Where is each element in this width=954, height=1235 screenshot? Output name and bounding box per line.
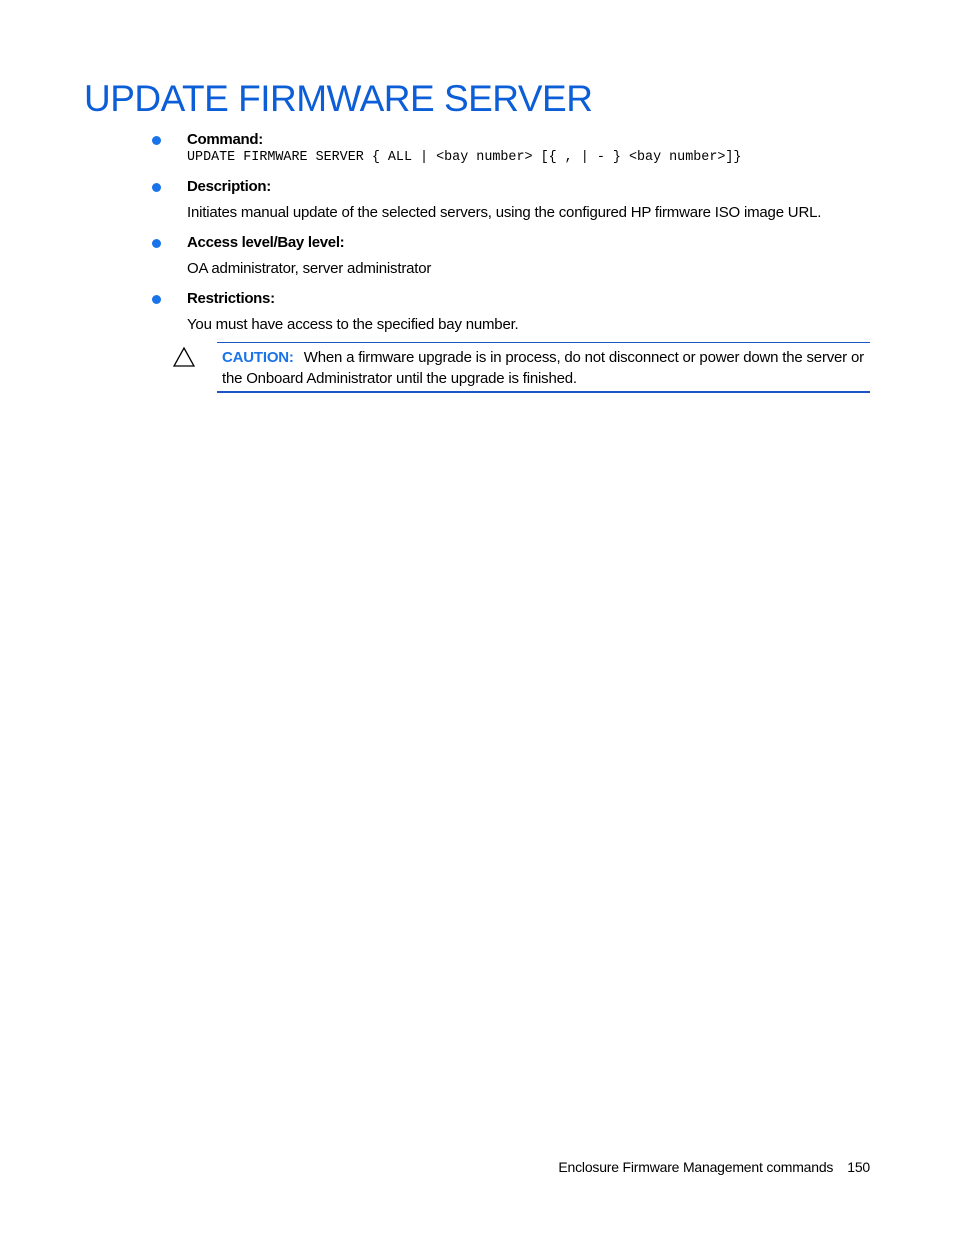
bullet-icon (152, 295, 161, 304)
caution-note (217, 342, 870, 393)
page-number: 150 (847, 1159, 870, 1175)
item-label: Restrictions: (187, 290, 275, 307)
caution-label: CAUTION: (222, 349, 294, 366)
bullet-icon (152, 183, 161, 192)
bullet-icon (152, 239, 161, 248)
item-body: You must have access to the specified bay number. (187, 316, 519, 333)
caution-text (222, 347, 872, 389)
item-body: OA administrator, server administrator (187, 260, 432, 277)
warning-triangle-icon (173, 347, 195, 367)
footer-section-title: Enclosure Firmware Management commands (558, 1159, 834, 1175)
page-footer (558, 1158, 870, 1176)
bullet-icon (152, 136, 161, 145)
item-label: Command: (187, 131, 263, 148)
command-syntax: UPDATE FIRMWARE SERVER { ALL | <bay number> [{ , | - } <bay number>]} (187, 150, 742, 165)
item-label: Description: (187, 178, 271, 195)
item-body: Initiates manual update of the selected servers, using the configured HP firmware ISO image URL. (187, 204, 822, 221)
item-label: Access level/Bay level: (187, 234, 345, 251)
page-title: UPDATE FIRMWARE SERVER (84, 78, 593, 119)
caution-message: When a firmware upgrade is in process, do not disconnect or power down the server or the Onboard Administrator until the upgrade is finished. (222, 349, 864, 387)
